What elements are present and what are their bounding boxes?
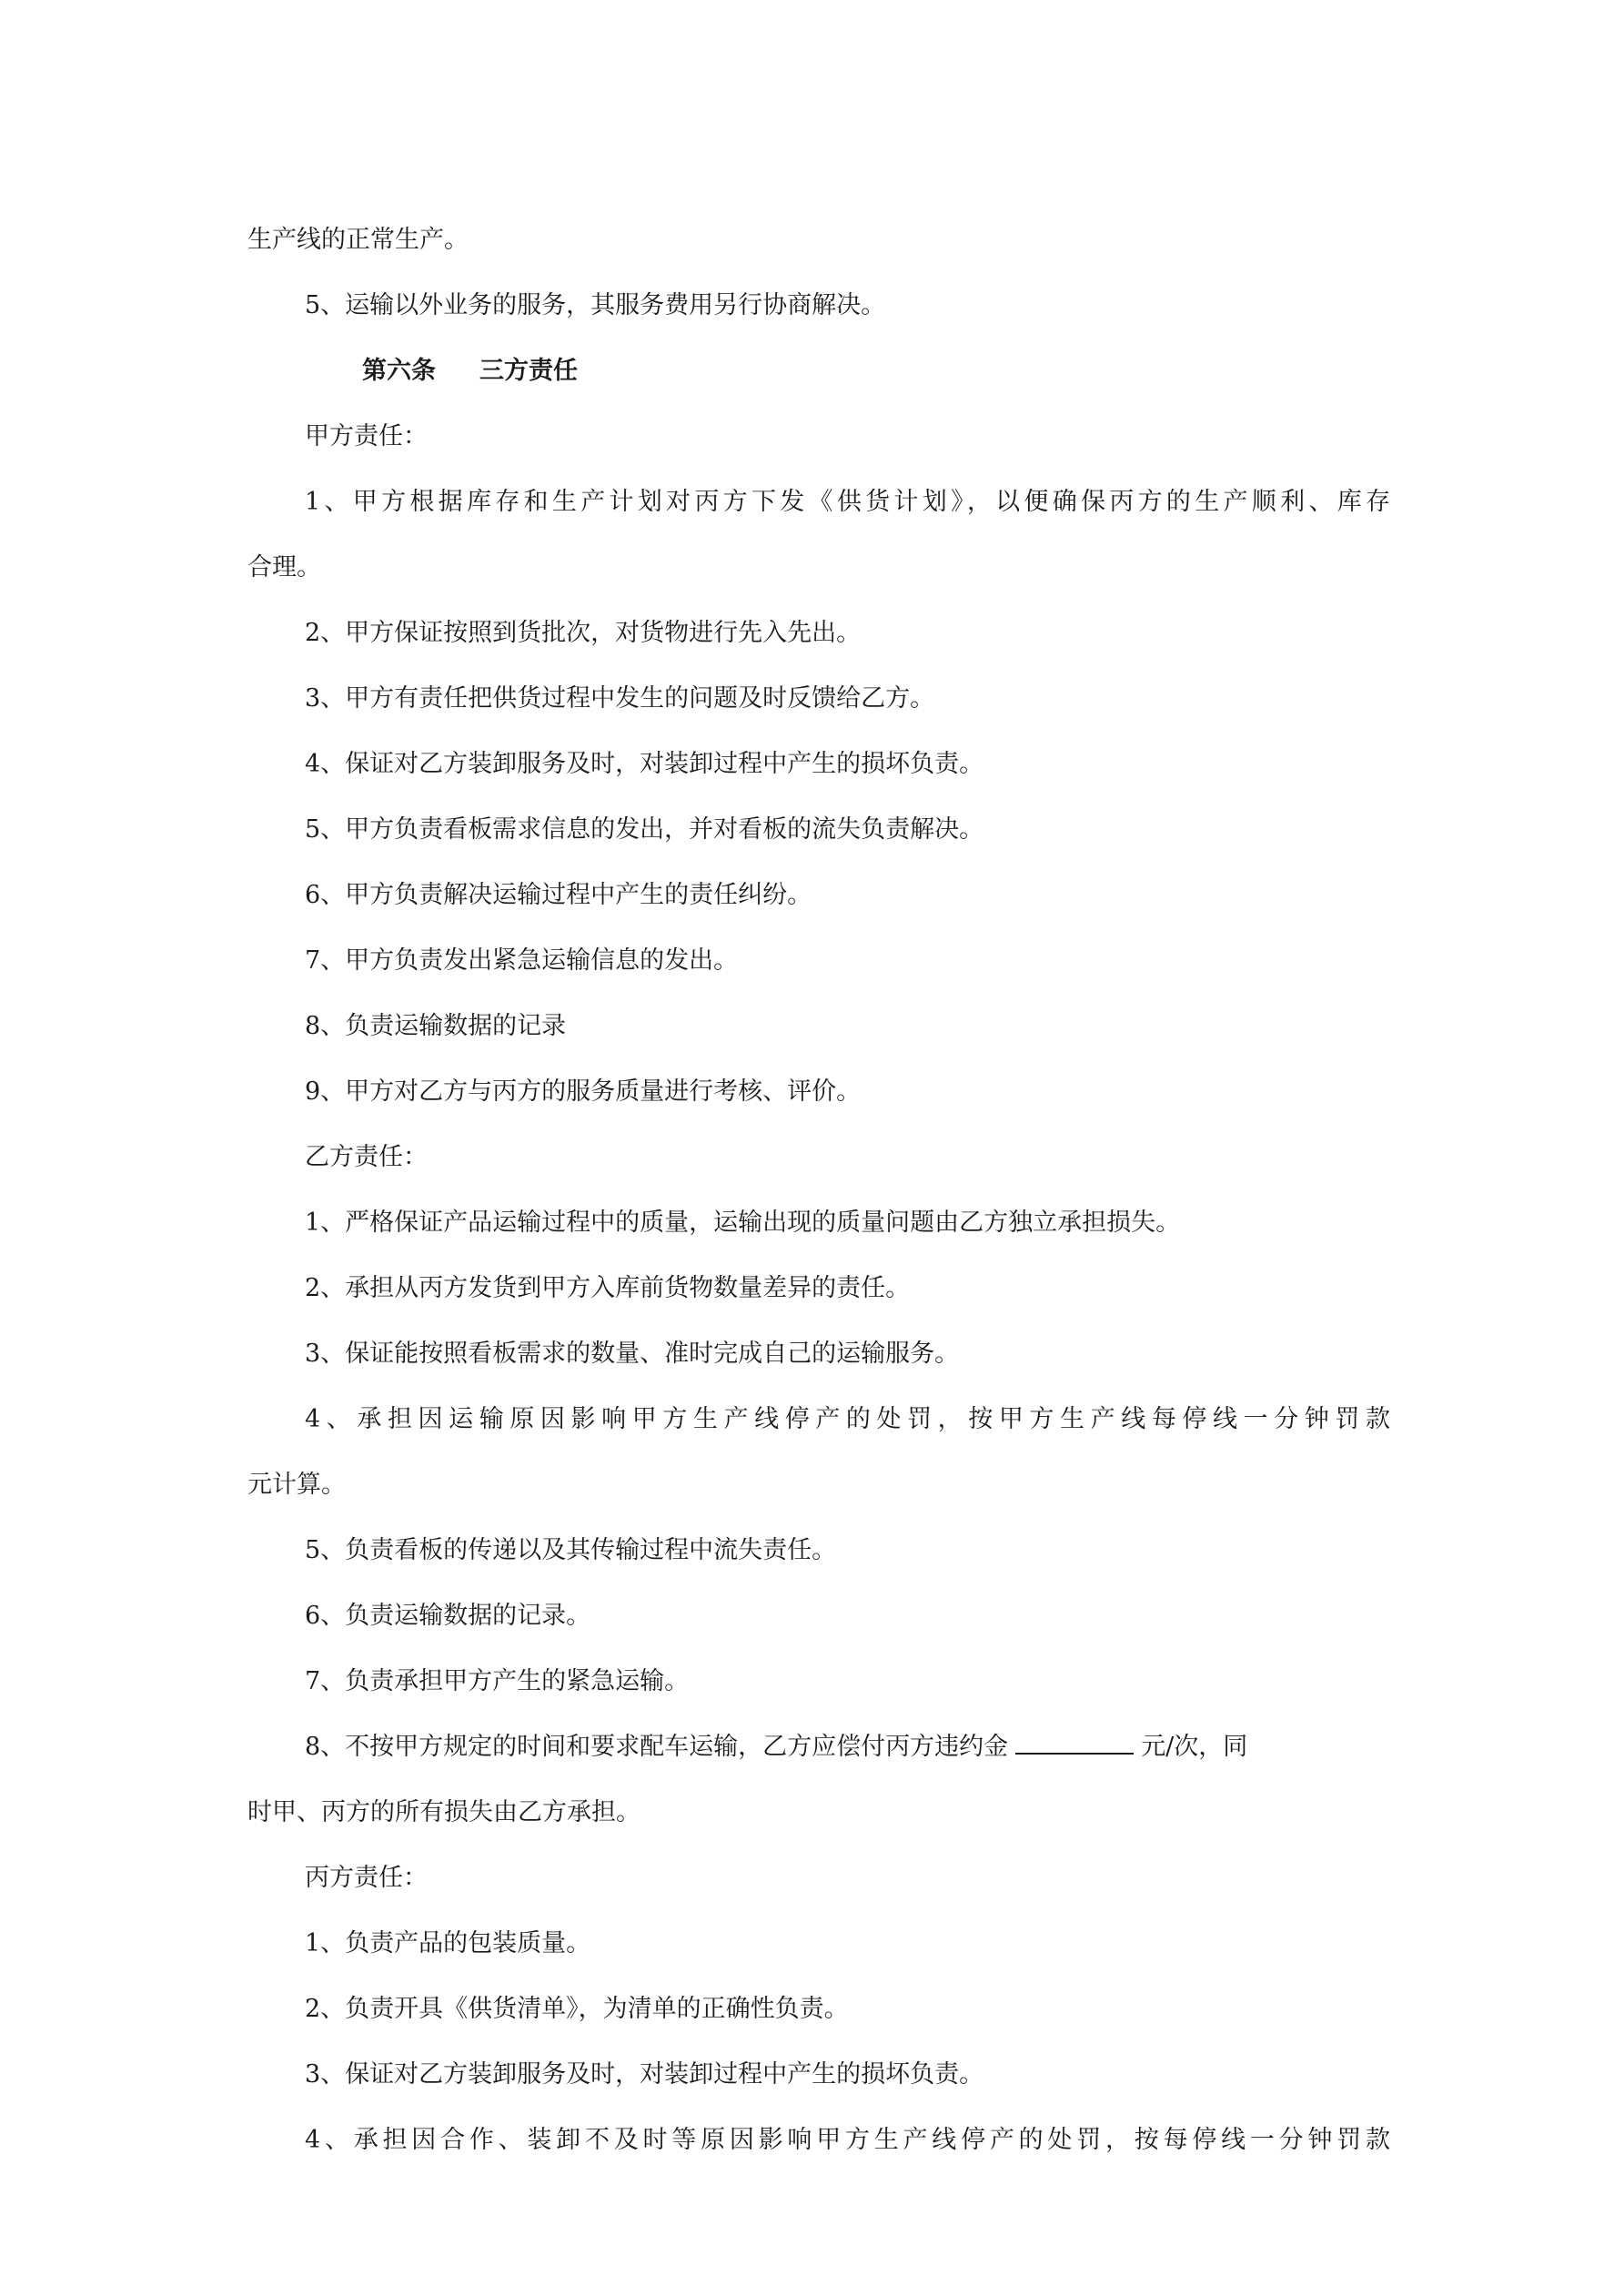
- text-line: 3、保证对乙方装卸服务及时，对装卸过程中产生的损坏负责。: [305, 2060, 984, 2089]
- text-line: 1、负责产品的包装质量。: [305, 1929, 591, 1957]
- text-line: 1、甲方根据库存和生产计划对丙方下发《供货计划》，以便确保丙方的生产顺利、库存: [305, 488, 1390, 516]
- text-line: 3、保证能按照看板需求的数量、准时完成自己的运输服务。: [305, 1340, 960, 1368]
- text-line: 7、甲方负责发出紧急运输信息的发出。: [305, 946, 739, 975]
- text-line: 生产线的正常生产。: [247, 226, 469, 254]
- text-line: 4、保证对乙方装卸服务及时，对装卸过程中产生的损坏负责。: [305, 750, 984, 778]
- section-header-party-b: 乙方责任：: [305, 1143, 428, 1171]
- text-segment: 8、不按甲方规定的时间和要求配车运输，乙方应偿付丙方违约金: [305, 1733, 1009, 1761]
- text-line: 2、承担从丙方发货到甲方入库前货物数量差异的责任。: [305, 1274, 911, 1302]
- text-line: 1、严格保证产品运输过程中的质量，运输出现的质量问题由乙方独立承担损失。: [305, 1209, 1181, 1237]
- text-line: 4、承担因运输原因影响甲方生产线停产的处罚，按甲方生产线每停线一分钟罚款: [305, 1405, 1390, 1433]
- text-line: 合理。: [247, 553, 321, 582]
- text-line: 6、甲方负责解决运输过程中产生的责任纠纷。: [305, 881, 812, 909]
- text-line: 9、甲方对乙方与丙方的服务质量进行考核、评价。: [305, 1077, 862, 1106]
- section-header-party-a: 甲方责任：: [305, 422, 428, 450]
- text-line: 7、负责承担甲方产生的紧急运输。: [305, 1667, 690, 1695]
- section-header-party-c: 丙方责任：: [305, 1864, 428, 1892]
- text-line: 3、甲方有责任把供货过程中发生的问题及时反馈给乙方。: [305, 684, 935, 713]
- text-line: 8、负责运输数据的记录: [305, 1012, 567, 1040]
- text-line: 5、运输以外业务的服务，其服务费用另行协商解决。: [305, 291, 886, 319]
- text-line: 5、甲方负责看板需求信息的发出，并对看板的流失负责解决。: [305, 815, 984, 844]
- article-number: 第六条: [362, 357, 436, 385]
- text-line: 时甲、丙方的所有损失由乙方承担。: [247, 1798, 641, 1826]
- text-segment: 元/次，同: [1141, 1733, 1248, 1761]
- document-page: [247, 207, 1390, 2173]
- fill-in-blank: [1015, 1729, 1134, 1755]
- text-line: 4、承担因合作、装卸不及时等原因影响甲方生产线停产的处罚，按每停线一分钟罚款: [305, 2126, 1390, 2154]
- text-line: 2、负责开具《供货清单》，为清单的正确性负责。: [305, 1995, 849, 2023]
- article-heading: [247, 339, 1390, 404]
- text-line: 2、甲方保证按照到货批次，对货物进行先入先出。: [305, 619, 862, 647]
- text-line-with-blank: [247, 1714, 1390, 1780]
- text-line: 元计算。: [247, 1471, 346, 1499]
- article-title: 三方责任: [479, 357, 578, 385]
- text-line: 6、负责运输数据的记录。: [305, 1602, 591, 1630]
- text-line: 5、负责看板的传递以及其传输过程中流失责任。: [305, 1536, 837, 1564]
